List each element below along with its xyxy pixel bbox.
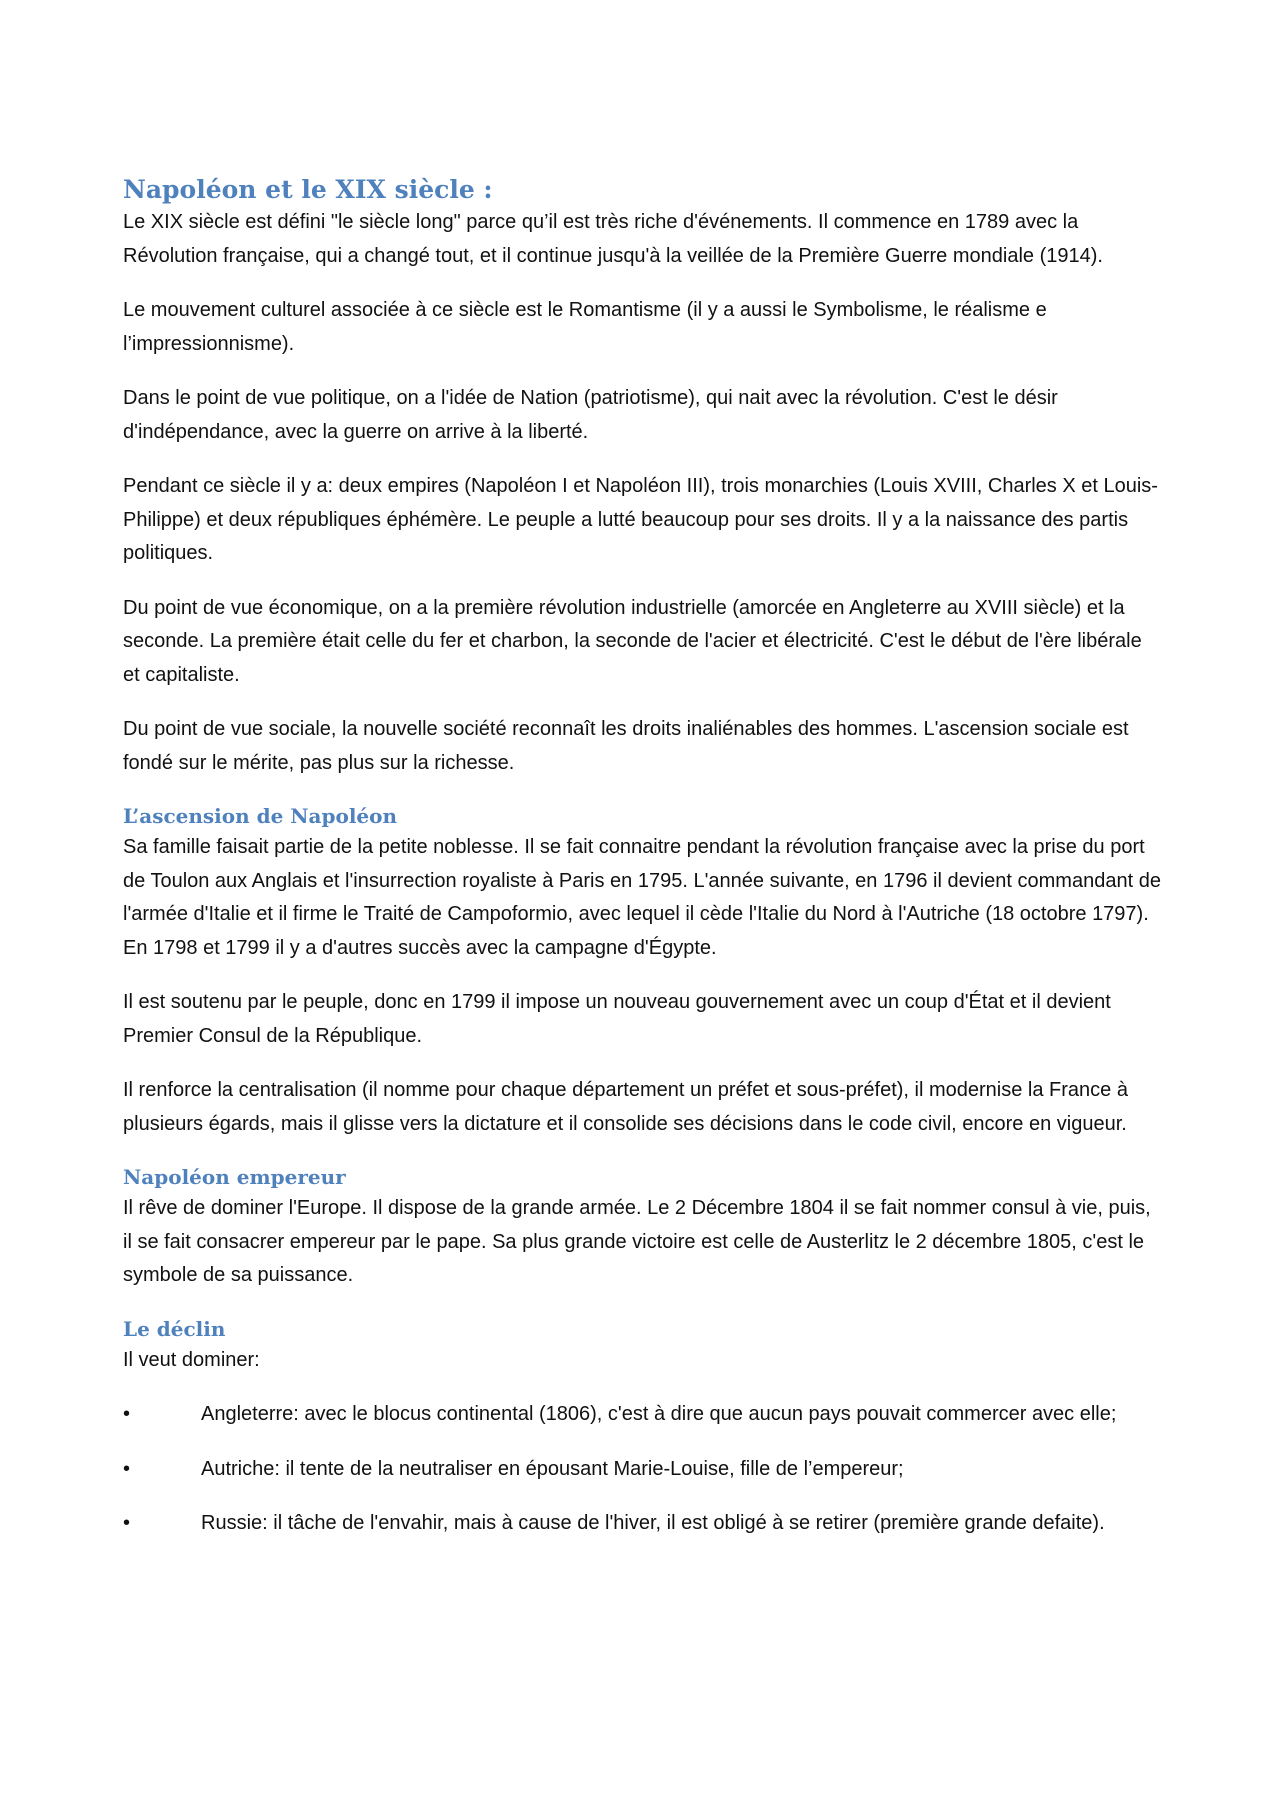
section-heading: Napoléon empereur <box>123 1165 346 1189</box>
bullet-text: Autriche: il tente de la neutraliser en épousant Marie-Louise, fille de l’empereur; <box>201 1457 904 1480</box>
section-paragraph: Il rêve de dominer l'Europe. Il dispose de la grande armée. Le 2 Décembre 1804 il se fait nommer consul à vie, puis, il se fait consacrer empereur par le pape. Sa plus grande victoire est celle de Austerlitz le 2 décembre 1805, c'est le symbole de sa puissance. <box>123 1197 1151 1286</box>
section-empereur <box>123 1162 1162 1293</box>
intro-paragraph: Le mouvement culturel associée à ce siècle est le Romantisme (il y a aussi le Symbolisme, le réalisme e l’impressionnisme). <box>123 299 1047 355</box>
section-paragraph: Il veut dominer: <box>123 1348 260 1371</box>
bullet-icon: • <box>123 1457 131 1480</box>
intro-paragraph: Dans le point de vue politique, on a l'idée de Nation (patriotisme), qui nait avec la révolution. C'est le désir d'indépendance, avec la guerre on arrive à la liberté. <box>123 387 1058 443</box>
section-declin <box>123 1314 1162 1541</box>
intro-paragraph: Du point de vue économique, on a la première révolution industrielle (amorcée en Angleterre au XVIII siècle) et la seconde. La première était celle du fer et charbon, la seconde de l'acier et électricité. C'est le début de l'ère libérale et capitaliste. <box>123 596 1142 686</box>
section-heading: L’ascension de Napoléon <box>123 804 398 828</box>
section-paragraph: Il renforce la centralisation (il nomme pour chaque département un préfet et sous-préfet), il modernise la France à plusieurs égards, mais il glisse vers la dictature et il consolide ses décisions dans le code civil, encore en vigueur. <box>123 1079 1128 1135</box>
intro-paragraph: Du point de vue sociale, la nouvelle société reconnaît les droits inaliénables des hommes. L'ascension sociale est fondé sur le mérite, pas plus sur la richesse. <box>123 718 1129 774</box>
page-title: Napoléon et le XIX siècle : <box>123 175 493 204</box>
section-ascension <box>123 801 1162 1141</box>
bullet-text: Russie: il tâche de l'envahir, mais à cause de l'hiver, il est obligé à se retirer (première grande defaite). <box>201 1512 1105 1534</box>
bullet-text: Angleterre: avec le blocus continental (1806), c'est à dire que aucun pays pouvait commercer avec elle; <box>201 1403 1117 1425</box>
intro-paragraph: Le XIX siècle est défini "le siècle long" parce qu’il est très riche d'événements. Il commence en 1789 avec la Révolution française, qui a changé tout, et il continue jusqu'à la veillée de la Première Guerre mondiale (1914). <box>123 211 1103 267</box>
bullet-item <box>123 1453 1162 1487</box>
intro-block <box>123 206 1162 780</box>
bullet-icon: • <box>123 1512 131 1534</box>
bullet-item <box>123 1398 1162 1432</box>
bullet-icon: • <box>123 1403 131 1425</box>
section-paragraph: Il est soutenu par le peuple, donc en 1799 il impose un nouveau gouvernement avec un coup d'État et il devient Premier Consul de la République. <box>123 991 1111 1047</box>
intro-paragraph: Pendant ce siècle il y a: deux empires (Napoléon I et Napoléon III), trois monarchies (Louis XVIII, Charles X et Louis-Philippe) et deux républiques éphémère. Le peuple a lutté beaucoup pour ses droits. Il y a la naissance des partis politiques. <box>123 475 1158 564</box>
section-heading: Le déclin <box>123 1316 226 1341</box>
section-paragraph: Sa famille faisait partie de la petite noblesse. Il se fait connaitre pendant la révolution française avec la prise du port de Toulon aux Anglais et l'insurrection royaliste à Paris en 1795. L'année suivante, en 1796 il devient commandant de l'armée d'Italie et il firme le Traité de Campoformio, avec lequel il cède l'Italie du Nord à l'Autriche (18 octobre 1797). En 1798 et 1799 il y a d'autres succès avec la campagne d'Égypte. <box>123 836 1161 959</box>
bullet-item <box>123 1507 1162 1541</box>
